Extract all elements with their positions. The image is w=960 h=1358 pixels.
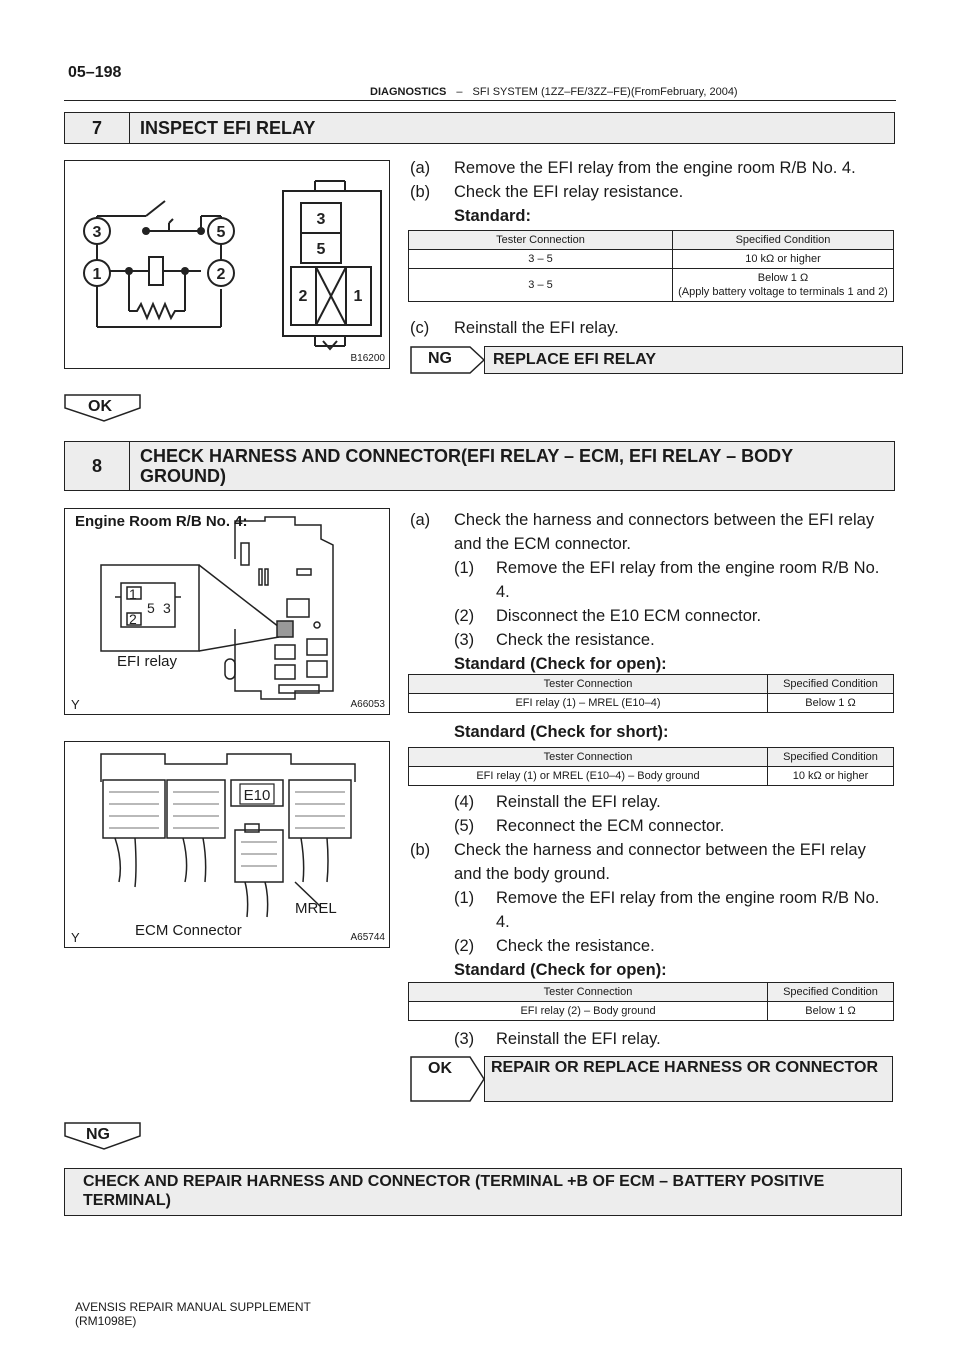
table-header: Tester Connection (409, 231, 673, 250)
item-label: (c) (410, 319, 430, 337)
step-7-bar (64, 112, 895, 144)
pin-5-label: 5 (147, 600, 155, 616)
short-check-table (408, 747, 894, 786)
table-cell: 10 kΩ or higher (673, 250, 894, 269)
item-text: Reinstall the EFI relay. (496, 1030, 661, 1048)
table-cell: EFI relay (1) or MREL (E10–4) – Body ground (409, 767, 768, 786)
item-text: Remove the EFI relay from the engine room R/B No. (496, 889, 880, 907)
e10-label: E10 (243, 787, 271, 804)
item-text: Remove the EFI relay from the engine room R/B No. 4. (454, 159, 856, 177)
item-label: (5) (454, 817, 475, 835)
item-label: (b) (410, 183, 431, 201)
connector-pin-3-label: 3 (316, 211, 326, 228)
step-7-item-c (410, 316, 619, 340)
standard-open-label-2: Standard (Check for open): (454, 961, 667, 979)
item-text: Disconnect the E10 ECM connector. (496, 607, 762, 625)
figure-code: A66053 (350, 699, 385, 710)
footer-manual-title: AVENSIS REPAIR MANUAL SUPPLEMENT (75, 1300, 311, 1314)
running-header (370, 86, 738, 98)
terminal-1-label: 1 (92, 266, 102, 283)
table-header: Tester Connection (409, 748, 768, 767)
relay-block-figure (64, 508, 390, 715)
system-name: SFI SYSTEM (1ZZ–FE/3ZZ–FE)(FromFebruary, 2004) (472, 86, 738, 98)
step-8-item-b3 (454, 1027, 661, 1051)
section-name: DIAGNOSTICS (370, 86, 447, 98)
table-header: Specified Condition (768, 675, 894, 694)
table-cell: 10 kΩ or higher (768, 767, 894, 786)
item-text: Check the resistance. (496, 631, 655, 649)
item-label: (2) (454, 937, 475, 955)
final-step-box: CHECK AND REPAIR HARNESS AND CONNECTOR (TERMINAL +B OF ECM – BATTERY POSITIVE TERMINAL) (64, 1168, 902, 1216)
terminal-5-label: 5 (216, 224, 226, 241)
terminal-2-label: 2 (216, 266, 226, 283)
ng-tag-step-8 (64, 1122, 144, 1150)
efi-relay-caption: EFI relay (117, 653, 178, 670)
item-label: (2) (454, 607, 475, 625)
pin-1-label: 1 (129, 586, 137, 602)
table-header: Tester Connection (409, 983, 768, 1002)
item-label: (a) (410, 511, 431, 529)
item-label: (1) (454, 889, 475, 907)
item-text: and the body ground. (454, 865, 610, 883)
ng-tag (410, 346, 490, 374)
pin-3-label: 3 (163, 600, 171, 616)
step-8-instructions-b (410, 790, 900, 982)
table-header: Specified Condition (768, 983, 894, 1002)
connector-pin-5-label: 5 (316, 241, 326, 258)
step-7-title: INSPECT EFI RELAY (140, 118, 316, 138)
connector-pin-2-label: 2 (298, 288, 308, 305)
figure-corner-mark: Y (71, 930, 80, 945)
standard-open-label: Standard (Check for open): (454, 655, 667, 673)
item-text: Reinstall the EFI relay. (496, 793, 661, 811)
relay-circuit-diagram (65, 161, 389, 368)
item-label: (a) (410, 159, 431, 177)
table-cell: EFI relay (1) – MREL (E10–4) (409, 694, 768, 713)
table-cell: EFI relay (2) – Body ground (409, 1002, 768, 1021)
ecm-connector-caption: ECM Connector (135, 922, 242, 939)
table-header: Tester Connection (409, 675, 768, 694)
table-cell: Below 1 Ω (768, 1002, 894, 1021)
item-text: Check the EFI relay resistance. (454, 183, 684, 201)
item-text: 4. (496, 913, 510, 931)
open-check-table-2 (408, 982, 894, 1021)
item-text: Reinstall the EFI relay. (454, 319, 619, 337)
pin-2-label: 2 (129, 611, 137, 627)
ng-result-box: REPLACE EFI RELAY (484, 346, 903, 374)
figure-code: B16200 (350, 353, 385, 364)
connector-pin-1-label: 1 (353, 288, 363, 305)
page-number: 05–198 (68, 64, 122, 81)
ecm-connector-drawing (65, 742, 389, 947)
header-dash: – (456, 86, 463, 98)
step-7-number: 7 (65, 113, 130, 143)
item-text: 4. (496, 583, 510, 601)
standard-short-label: Standard (Check for short): (454, 723, 669, 741)
figure-title: Engine Room R/B No. 4: (75, 513, 248, 530)
relay-diagram-figure (64, 160, 390, 369)
table-cell (673, 269, 894, 302)
item-text: Reconnect the ECM connector. (496, 817, 725, 835)
ok-tag (64, 394, 144, 422)
relay-block-drawing (65, 509, 389, 714)
item-text: Check the resistance. (496, 937, 655, 955)
step-8-number: 8 (65, 442, 130, 490)
header-rule (64, 100, 896, 101)
item-label: (1) (454, 559, 475, 577)
item-text: Check the harness and connector between the EFI relay (454, 841, 866, 859)
table-cell: 3 – 5 (409, 269, 673, 302)
ok-tag-step-8 (410, 1056, 490, 1102)
item-label: (3) (454, 631, 475, 649)
table-header: Specified Condition (673, 231, 894, 250)
ecm-connector-figure (64, 741, 390, 948)
item-label: (4) (454, 793, 475, 811)
table-cell-line: Below 1 Ω (757, 272, 809, 284)
item-text: Remove the EFI relay from the engine room R/B No. (496, 559, 880, 577)
figure-code: A65744 (350, 932, 385, 943)
open-check-table-1 (408, 674, 894, 713)
ok-result-box: REPAIR OR REPLACE HARNESS OR CONNECTOR (484, 1056, 893, 1102)
ng-tag-label: NG (86, 1126, 110, 1143)
table-cell: Below 1 Ω (768, 694, 894, 713)
item-label: (3) (454, 1030, 475, 1048)
relay-resistance-table (408, 230, 894, 302)
step-8-instructions-a (410, 508, 900, 676)
step-7-instructions (410, 156, 900, 228)
ok-tag-label: OK (88, 398, 112, 415)
figure-corner-mark: Y (71, 697, 80, 712)
table-header: Specified Condition (768, 748, 894, 767)
footer-manual-code: (RM1098E) (75, 1314, 137, 1328)
step-8-bar (64, 441, 895, 491)
table-cell-line: (Apply battery voltage to terminals 1 and 2) (678, 286, 888, 298)
ok-tag-label: OK (428, 1060, 452, 1077)
ng-tag-label: NG (428, 350, 452, 367)
standard-label: Standard: (454, 207, 532, 225)
step-8-title: CHECK HARNESS AND CONNECTOR(EFI RELAY – ECM, EFI RELAY – BODY GROUND) (140, 446, 793, 486)
terminal-3-label: 3 (92, 224, 102, 241)
mrel-label: MREL (295, 900, 337, 917)
item-text: and the ECM connector. (454, 535, 632, 553)
item-label: (b) (410, 841, 431, 859)
table-cell: 3 – 5 (409, 250, 673, 269)
item-text: Check the harness and connectors between the EFI relay (454, 511, 875, 529)
